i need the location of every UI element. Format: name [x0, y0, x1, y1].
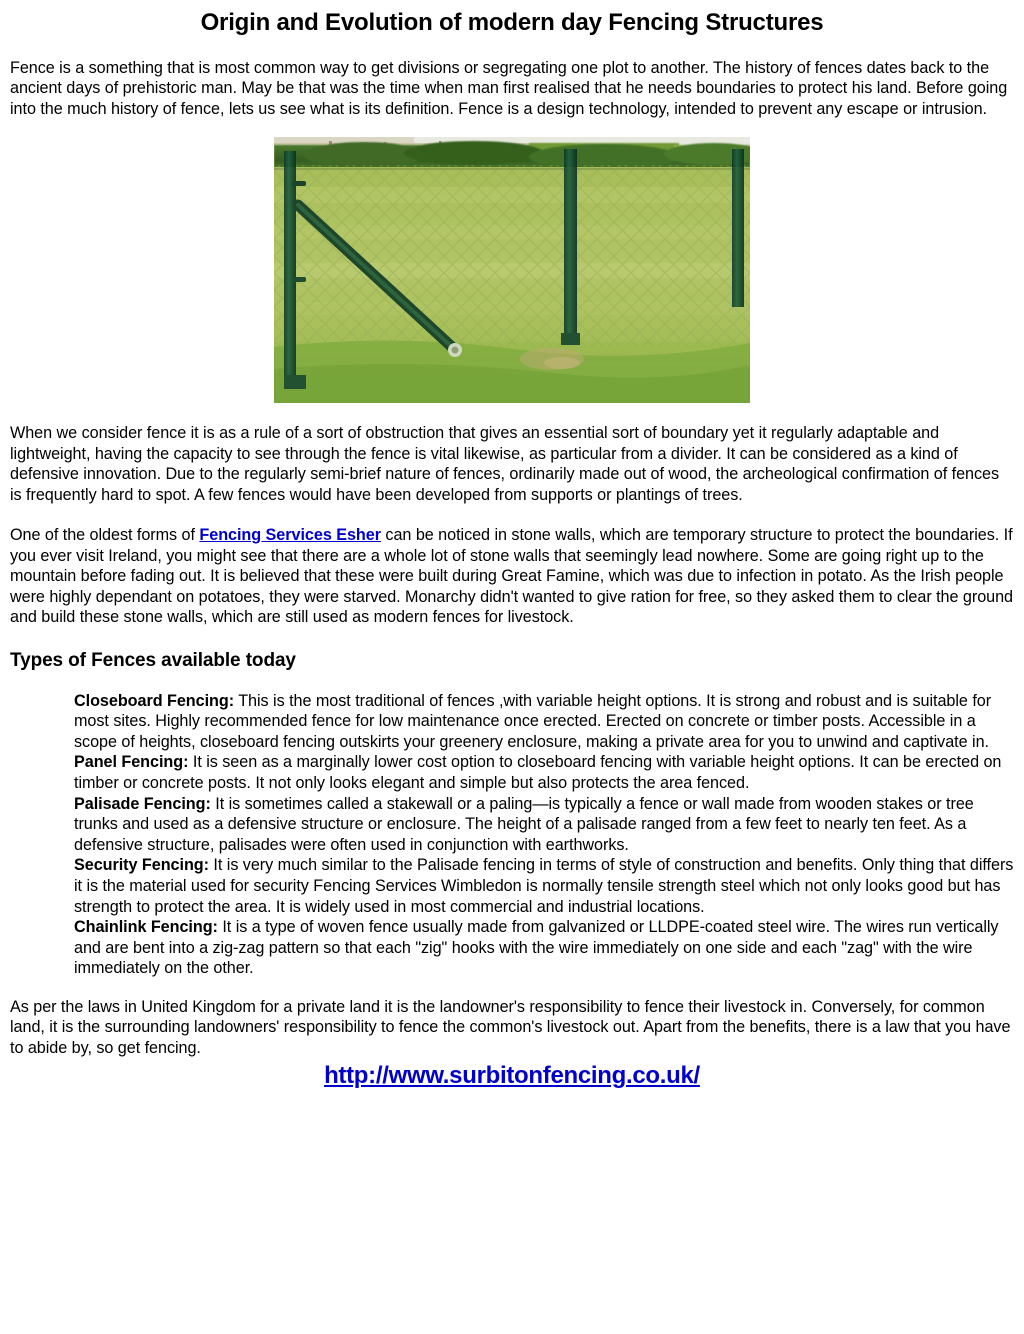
fence-type-description: It is a type of woven fence usually made from galvanized or LLDPE-coated steel wire. The wires run vertically and are bent into a zig-zag pattern so that each "zig" hooks with the wire immediately on one side and each "zag" with the wire immediately on the other.: [74, 918, 999, 978]
fence-type-name: Palisade Fencing:: [74, 794, 211, 813]
paragraph-three-lead-text: One of the oldest forms of: [10, 526, 200, 545]
document-page: [0, 9, 1024, 1334]
paragraph-three-trailing-text: can be noticed in stone walls, which are temporary structure to protect the boundaries. If you ever visit Ireland, you might see that there are a whole lot of stone walls that seemingly lead nowhere. Some are going right up to the mountain before fading out. It is believed that these were built during Great Famine, which was due to infection in potato. As the Irish people were highly dependant on potatoes, they were starved. Monarchy didn't wanted to give ration for free, so they asked them to clear the ground and build these stone walls, which are still used as modern fences for livestock.: [10, 526, 1014, 627]
fence-type-name: Panel Fencing:: [74, 753, 189, 772]
intro-paragraph: Fence is a something that is most common way to get divisions or segregating one plot to another. The history of fences dates back to the ancient days of prehistoric man. May be that was the time when man first realised that he needs boundaries to protect his land. Before going into the much history of fence, lets us see what is its definition. Fence is a design technology, intended to prevent any escape or intrusion.: [10, 58, 1008, 118]
fence-type-description: This is the most traditional of fences ,with variable height options. It is strong and robust and is suitable for most sites. Highly recommended fence for low maintenance once erected. Erected on concrete or timber posts. Accessible in a scope of heights, closeboard fencing outskirts your greenery enclosure, making a private area for you to unwind and captivate in.: [74, 691, 992, 751]
paragraph-three: [6, 525, 1018, 628]
fence-type-name: Chainlink Fencing:: [74, 918, 218, 937]
section-heading-types-of-fences: Types of Fences available today: [10, 649, 296, 671]
fence-type-name: Closeboard Fencing:: [74, 691, 235, 710]
page-title: Origin and Evolution of modern day Fencing Structures: [200, 9, 824, 36]
fence-type-name: Security Fencing:: [74, 856, 209, 875]
fencing-services-esher-link[interactable]: Fencing Services Esher: [199, 526, 381, 545]
list-item: [74, 752, 1014, 793]
fence-types-list: [6, 691, 1018, 979]
chain-link-fence-photo: [274, 137, 750, 403]
fence-type-description: It is sometimes called a stakewall or a paling—is typically a fence or wall made from wooden stakes or tree trunks and used as a defensive structure or enclosure. The height of a palisade ranged from a few feet to nearly ten feet. As a defensive structure, palisades were often used in conjunction with earthworks.: [74, 794, 974, 854]
photo-container: [6, 137, 1018, 403]
paragraph-two: When we consider fence it is as a rule of a sort of obstruction that gives an essential sort of boundary yet it regularly adaptable and lightweight, having the capacity to see through the fence is vital likewise, as particular from a divider. It can be considered as a kind of defensive innovation. Due to the regularly semi-brief nature of fences, ordinarily made out of wood, the archeological confirmation of fences is frequently hard to spot. A few fences would have been developed from supports or plantings of trees.: [10, 424, 1000, 504]
list-item: [74, 917, 1014, 979]
list-item: [74, 794, 1014, 856]
closing-paragraph: As per the laws in United Kingdom for a private land it is the landowner's responsibility to fence their livestock in. Conversely, for common land, it is the surrounding landowners' responsibility to fence the common's livestock out. Apart from the benefits, there is a law that you have to abide by, so get fencing.: [10, 997, 1011, 1057]
footer-url-container: [6, 1062, 1018, 1090]
list-item: [74, 855, 1014, 917]
list-item: [74, 691, 1014, 753]
surbitonfencing-website-link[interactable]: http://www.surbitonfencing.co.uk/: [324, 1062, 700, 1090]
fence-type-description: It is very much similar to the Palisade fencing in terms of style of construction and benefits. Only thing that differs it is the material used for security Fencing Services Wimbledon is normally tensile strength steel which not only looks good but has strength to protect the area. It is widely used in most commercial and industrial locations.: [74, 856, 1014, 916]
fence-type-description: It is seen as a marginally lower cost option to closeboard fencing with variable height options. It can be erected on timber or concrete posts. It not only looks elegant and simple but also protects the area fenced.: [74, 753, 1002, 792]
